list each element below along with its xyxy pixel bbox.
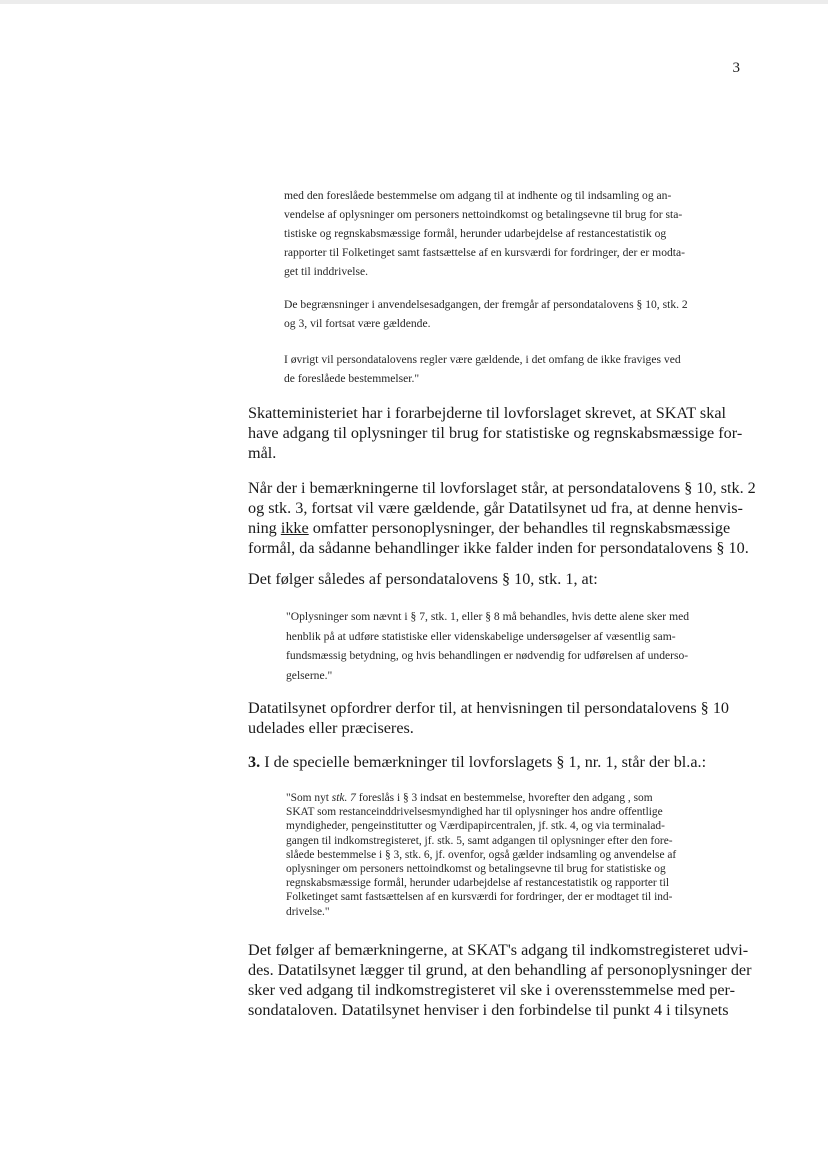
text-line: "Oplysninger som nævnt i § 7, stk. 1, eller § 8 må behandles, hvis dette alene sker med <box>286 610 690 623</box>
scan-edge <box>0 0 828 4</box>
body-paragraph-2 <box>248 478 756 558</box>
section-number: 3. <box>248 753 261 771</box>
text-line: udelades eller præciseres. <box>248 719 414 737</box>
text-line: rapporter til Folketinget samt fastsættelse af en kursværdi for fordringer, der er modta- <box>284 246 686 259</box>
text-line: I øvrigt vil persondatalovens regler være gældende, i det omfang de ikke fraviges ved <box>284 353 681 366</box>
text-line: regnskabsmæssige formål, herunder udarbejdelse af restancestatistik og rapporter til <box>286 877 670 890</box>
text-line: de foreslåede bestemmelser." <box>284 372 420 385</box>
body-paragraph-1 <box>248 403 744 463</box>
text-line: Skatteministeriet har i forarbejderne til lovforslaget skrevet, at SKAT skal <box>248 404 726 422</box>
text-line <box>248 752 744 772</box>
text-segment: omfatter personoplysninger, der behandles til regnskabsmæssige <box>308 519 731 537</box>
text-line: des. Datatilsynet lægger til grund, at den behandling af personoplysninger der <box>248 961 752 979</box>
body-paragraph-5 <box>248 752 744 772</box>
text-line: oplysninger om personers nettoindkomst og betalingsevne til brug for statistiske og <box>286 863 666 876</box>
text-line: Datatilsynet opfordrer derfor til, at henvisningen til persondatalovens § 10 <box>248 699 730 717</box>
quote-1-paragraph-1 <box>284 186 744 281</box>
text-segment: "Som nyt <box>286 792 332 804</box>
text-line: slåede bestemmelse i § 3, stk. 6, jf. ovenfor, også gælder indsamling og anvendelse af <box>286 848 677 861</box>
text-line: vendelse af oplysninger om personers nettoindkomst og betalingsevne til brug for sta- <box>284 208 683 221</box>
page-number: 3 <box>732 60 740 76</box>
text-line: myndigheder, pengeinstitutter og Værdipapircentralen, jf. stk. 4, og via terminalad- <box>286 820 665 833</box>
text-line: henblik på at udføre statistiske eller videnskabelige undersøgelser af væsentlig sam- <box>286 629 676 643</box>
text-line: mål. <box>248 444 277 462</box>
quote-1-paragraph-2 <box>284 295 744 333</box>
text-line: De begrænsninger i anvendelsesadgangen, der fremgår af persondatalovens § 10, stk. 2 <box>284 298 688 311</box>
text-line: sondataloven. Datatilsynet henviser i den forbindelse til punkt 4 i tilsynets <box>248 1001 729 1019</box>
text-line: gangen til indkomstregisteret, jf. stk. 5, samt adgangen til oplysninger efter den fore- <box>286 834 673 847</box>
text-line: med den foreslåede bestemmelse om adgang til at indhente og til indsamling og an- <box>284 189 672 202</box>
text-segment: I de specielle bemærkninger til lovforslagets § 1, nr. 1, står der bl.a.: <box>260 753 707 771</box>
text-line: formål, da sådanne behandlinger ikke falder inden for persondatalovens § 10. <box>248 539 749 557</box>
text-line: gelserne." <box>286 668 333 682</box>
text-line: Det følger således af persondatalovens § 10, stk. 1, at: <box>248 570 598 588</box>
underlined-word: ikke <box>280 519 309 537</box>
quote-2 <box>286 607 744 685</box>
quote-3 <box>286 791 744 919</box>
body-paragraph-4 <box>248 698 744 738</box>
text-line: drivelse." <box>286 905 330 918</box>
text-line: og stk. 3, fortsat vil være gældende, går Datatilsynet ud fra, at denne henvis- <box>248 499 743 517</box>
text-segment: ning <box>248 519 281 537</box>
body-paragraph-3 <box>248 569 744 589</box>
text-line: Folketinget samt fastsættelsen af en kursværdi for fordringer, der er modtaget til ind- <box>286 891 673 904</box>
text-segment: foreslås i § 3 indsat en bestemmelse, hvorefter den adgang , som <box>355 792 653 804</box>
text-line: tistiske og regnskabsmæssige formål, herunder udarbejdelse af restancestatistik og <box>284 227 667 240</box>
text-line: sker ved adgang til indkomstregisteret vil ske i overensstemmelse med per- <box>248 981 735 999</box>
italic-text: stk. 7 <box>331 792 356 804</box>
text-line <box>248 518 744 538</box>
text-line <box>286 791 744 805</box>
text-line: og 3, vil fortsat være gældende. <box>284 317 431 330</box>
quote-1-paragraph-3 <box>284 350 744 388</box>
text-line: get til inddrivelse. <box>284 265 369 278</box>
text-line: have adgang til oplysninger til brug for statistiske og regnskabsmæssige for- <box>248 424 743 442</box>
body-paragraph-6 <box>248 940 752 1020</box>
text-line: fundsmæssig betydning, og hvis behandlingen er nødvendig for udførelsen af underso- <box>286 649 689 662</box>
text-line: SKAT som restanceinddrivelsesmyndighed har til oplysninger hos andre offentlige <box>286 806 663 819</box>
text-line: Det følger af bemærkningerne, at SKAT's adgang til indkomstregisteret udvi- <box>248 941 749 959</box>
text-line: Når der i bemærkningerne til lovforslaget står, at persondatalovens § 10, stk. 2 <box>248 479 756 497</box>
